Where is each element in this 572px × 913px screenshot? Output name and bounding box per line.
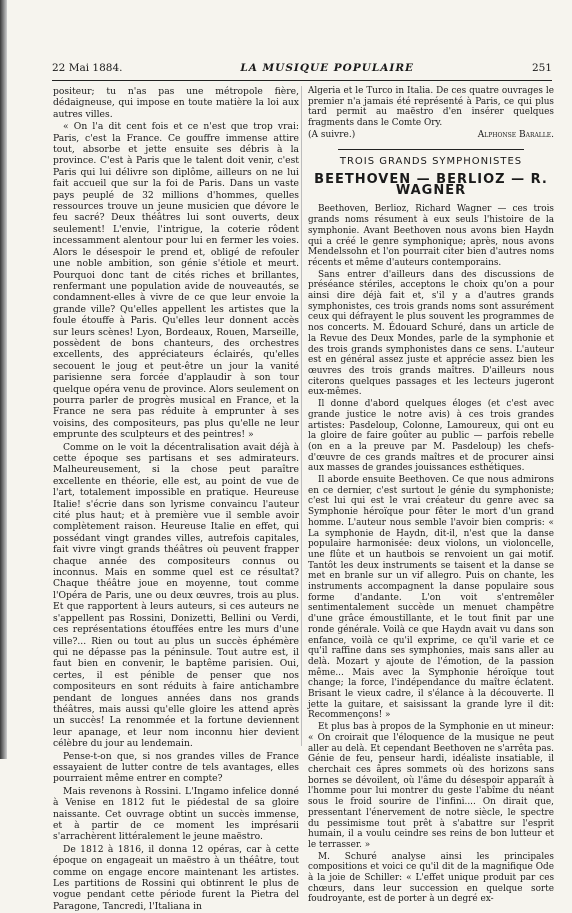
article-signature bbox=[308, 130, 554, 141]
paragraph: Mais revenons à Rossini. L'Ingamo infelice donné à Venise en 1812 fut le piédestal de sa gloire naissante. Cet ouvrage obtint un succès immense, et à partir de ce moment les imprésarii s'arrachèrent littéralement le jeune maëstro. bbox=[53, 785, 299, 843]
left-column bbox=[53, 86, 299, 913]
right-column bbox=[308, 86, 554, 906]
page-binding-shadow bbox=[0, 0, 7, 759]
paragraph: Comme on le voit la décentralisation avait déjà à cette époque ses partisans et ses admirateurs. Malheureusement, si la chose peut paraître excellente en théorie, elle est, au point de vue de l'art, totalement impossible en pratique. Heureuse Italie! s'écrie dans son lyrisme convaincu l'auteur cité plus haut; et à première vue il semble avoir complètement raison. Heureuse Italie en effet, qui possédant vingt grandes villes, autrefois capitales, fait vivre vingt grands théâtres où peuvent frapper chaque année des compositeurs connus ou inconnus. Mais en somme quel est ce résultat? Chaque théâtre joue en moyenne, tout comme l'Opéra de Paris, une ou deux œuvres, trois au plus. Et que rapportent à leurs auteurs, si ces auteurs ne s'appellent pas Rossini, Donizetti, Bellini ou Verdi, ces représentations étouffées entre les murs d'une ville?... Rien ou tout au plus un succès éphémère qui ne dépasse pas la péninsule. Tout autre est, il faut bien en convenir, le baptême parisien. Oui, certes, il est pénible de penser que nos compositeurs en sont réduits à faire antichambre pendant de longues années dans nos grands théâtres, mais aussi qu'elle gloire les attend après un succès! La renommée et la fortune deviennent leur apanage, et leur nom inconnu hier devient célèbre du jour au lendemain. bbox=[53, 441, 299, 750]
section-subtitle: BEETHOVEN — BERLIOZ — R. WAGNER bbox=[314, 171, 548, 199]
page-header bbox=[52, 62, 552, 78]
to-be-continued-note: (A suivre.) bbox=[308, 129, 356, 140]
paragraph: positeur; tu n'as pas une métropole fière, dédaigneuse, qui impose en toute matière la loi aux autres villes. bbox=[53, 86, 299, 120]
paragraph: Il aborde ensuite Beethoven. Ce que nous admirons en ce dernier, c'est surtout le génie du symphoniste; c'est lui qui est le vrai créateur du genre avec sa Symphonie héroïque pour fêter le mort d'un grand homme. L'auteur nous semble l'avoir bien compris: « La symphonie de Haydn, dit-il, n'est que la danse populaire harmonisée: deux violons, un violoncelle, une flûte et un hautbois se renvoient un gai motif. Tantôt les deux instruments se taisent et la danse se met en branle sur un vif allegro. Puis on chante, les instruments accompagnent la danse populaire sous forme d'andante. L'on voit s'entremêler sentimentalement succède un menuet champêtre d'une grâce émoustillante, et le tout finit par une ronde générale. Voilà ce que Haydn avait vu dans son enfance, voilà ce qu'il exprime, ce qu'il varie et ce qu'il raffine dans ses symphonies, mais sans aller au delà. Mozart y ajoute de l'émotion, de la passion même... Mais avec la Symphonie héroïque tout change; la force, l'indépendance du maître éclatent. Brisant le vieux cadre, il s'élance à la découverte. Il jette la guitare, et saisissant la grande lyre il dit: Recommençons! » bbox=[308, 475, 554, 721]
header-rule bbox=[52, 80, 552, 81]
paragraph: Et plus bas à propos de la Symphonie en ut mineur: « On croirait que l'éloquence de la musique ne peut aller au delà. Et cependant Beethoven ne s'arrêta pas. Génie de feu, penseur hardi, idéaliste insatiable, il cherchait ces âpres sommets où des horizons sans bornes se dévoilent, où l'âme du désespoir apparaît à l'homme pour lui montrer du geste l'abîme du néant sous le froid sourire de l'infini.... On dirait que, pressentant l'énervement de notre siècle, le spectre du pessimisme tout prêt à s'abattre sur l'esprit humain, il a voulu ceindre ses reins de bon lutteur et le terrasser. » bbox=[308, 722, 554, 850]
section-title: TROIS GRANDS SYMPHONISTES bbox=[339, 156, 523, 168]
header-date: 22 Mai 1884. bbox=[52, 62, 123, 74]
paragraph: M. Schuré analyse ainsi les principales compositions et voici ce qu'il dit de la magnifique Ode à la joie de Schiller: « L'effet unique produit par ces chœurs, dans leur succession en quelque sorte foudroyante, est de porter à un degré ex- bbox=[308, 851, 554, 905]
paragraph: Sans entrer d'ailleurs dans des discussions de préséance stériles, acceptons le choix qu'on a pour ainsi dire déjà fait et, s'il y a d'autres grands symphonistes, ces trois grands noms sont assurément ceux qui défrayent le plus souvent les programmes de nos concerts. M. Édouard Schuré, dans un article de la Revue des Deux Mondes, parle de la symphonie et des trois grands symphonistes dans ce sens. L'auteur est en général assez juste et apprécie assez bien les œuvres des trois grands maîtres. D'ailleurs nous citerons quelques passages et les lecteurs jugeront eux-mêmes. bbox=[308, 269, 554, 398]
signature-author: Alphonse Baralle. bbox=[477, 129, 554, 140]
column-divider bbox=[301, 86, 302, 746]
paragraph: Beethoven, Berlioz, Richard Wagner — ces trois grands noms résument à eux seuls l'histoire de la symphonie. Avant Beethoven nous avons bien Haydn qui a créé le genre symphonique; après, nous avons Mendelssohn et l'on pourrait citer bien d'autres noms récents et même d'auteurs contemporains. bbox=[308, 204, 554, 268]
section-divider bbox=[338, 149, 524, 150]
paragraph: Pense-t-on que, si nos grandes villes de France essayaient de lutter contre de tels avantages, elles pourraient même entrer en compte? bbox=[53, 750, 299, 785]
header-page-number: 251 bbox=[531, 62, 552, 74]
paragraph: De 1812 à 1816, il donna 12 opéras, car à cette époque on engageait un maëstro à un théâtre, tout comme on engage encore maintenant les artistes. Les partitions de Rossini qui obtinrent le plus de vogue pendant cette période furent la Pietra del Paragone, Tancredi, l'Italiana in bbox=[53, 843, 299, 912]
header-title: LA MUSIQUE POPULAIRE bbox=[240, 62, 415, 74]
paragraph: Algeria et le Turco in Italia. De ces quatre ouvrages le premier n'a jamais été représenté à Paris, ce qui plus tard permit au maëstro d'en insérer quelques fragments dans le Comte Ory. bbox=[308, 86, 554, 129]
paragraph: Il donne d'abord quelques éloges (et c'est avec grande justice le notre avis) à ces trois grandes artistes: Pasdeloup, Colonne, Lamoureux, qui ont eu la gloire de faire goûter au public — parfois rebelle (on en a la preuve par M. Pasdeloup) les chefs-d'œuvre de ces grands maîtres et de procurer ainsi aux masses de grandes jouissances esthétiques. bbox=[308, 399, 554, 474]
paragraph: « On l'a dit cent fois et ce n'est que trop vrai: Paris, c'est la France. Ce gouffre immense attire tout, absorbe et jette ensuite ses débris à la province. C'est à Paris que le talent doit venir, c'est Paris qui lui délivre son diplôme, ailleurs on ne lui fait accueil que sur la foi de Paris. Dans un vaste pays peuplé de 32 millions d'hommes, quelles ressources trouve un jeune musicien que dévore le feu sacré? Deux théâtres lui sont ouverts, deux seulement! L'envie, l'intrigue, la coterie rôdent incessamment alentour pour lui en fermer les voies. Alors le désespoir le prend et, obligé de refouler une noble ambition, son génie s'étiole et meurt. Pourquoi donc tant de cités riches et brillantes, renfermant une population avide de nouveautés, se condamnent-elles à vivre de ce que leur envoie la grande ville? Qu'elles appellent les artistes que la foule étouffe à Paris. Qu'elles leur donnent accès sur leurs scènes! Lyon, Bordeaux, Rouen, Marseille, possèdent de bons chanteurs, des orchestres excellents, des appréciateurs éclairés, qu'elles secouent le joug et peut-être un jour la vanité parisienne sera forcée d'applaudir à son tour quelque opéra venu de province. Alors seulement on pourra parler de progrès musical en France, et la France ne sera pas réduite à emprunter à ses voisins, des compositeurs, pas plus qu'elle ne leur emprunte des sculpteurs et des peintres! » bbox=[53, 121, 299, 441]
